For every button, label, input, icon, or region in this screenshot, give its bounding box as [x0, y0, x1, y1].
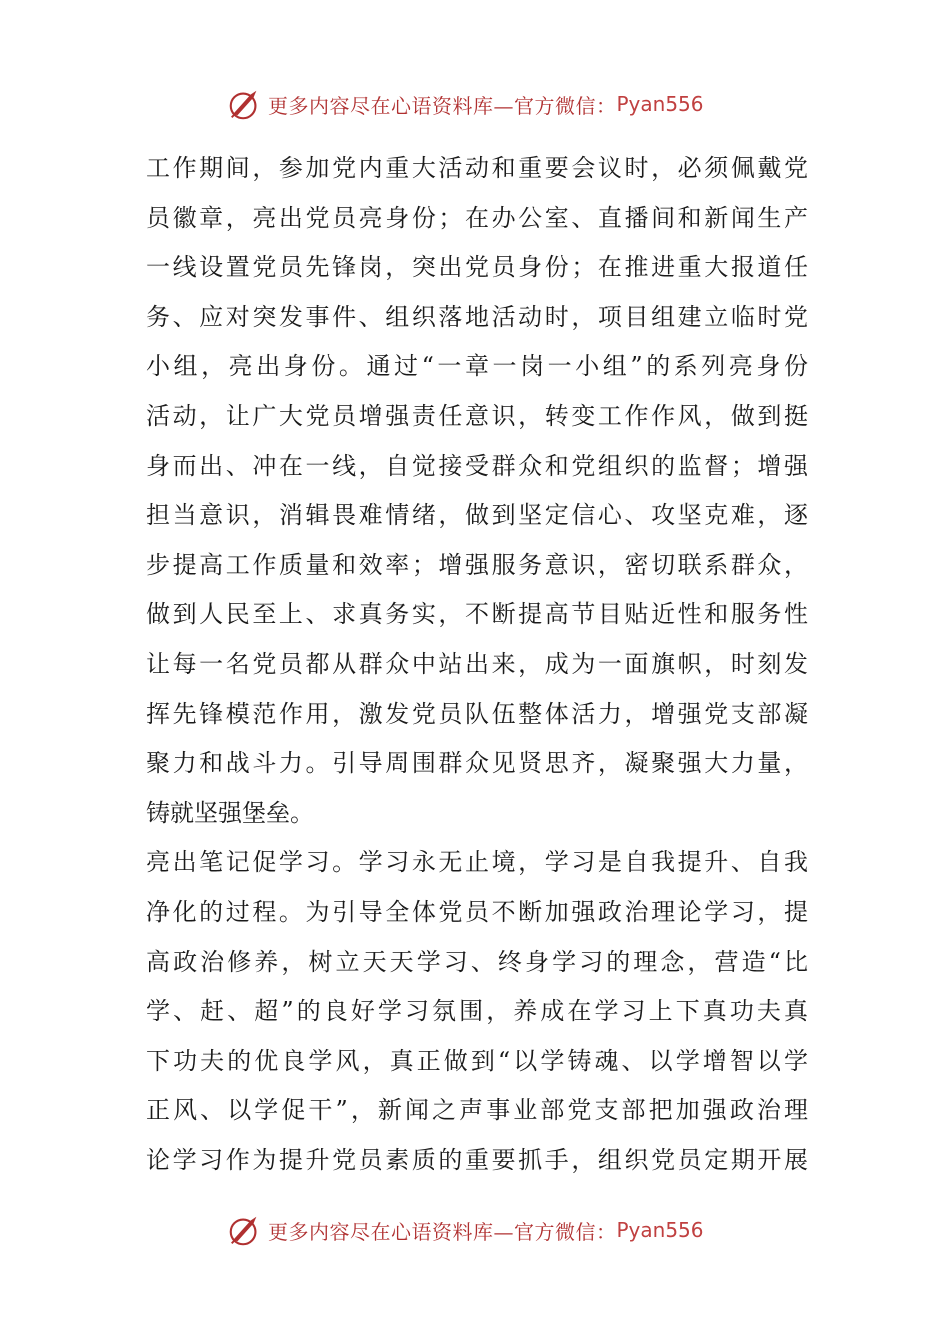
text-line: 聚力和战斗力。引导周围群众见贤思齐，凝聚强大力量， — [146, 749, 808, 778]
text-line: 步提高工作质量和效率；增强服务意识，密切联系群众， — [146, 550, 808, 579]
pen-nib-logo-icon — [226, 1211, 264, 1249]
text-line: 正风、以学促干”，新闻之声事业部党支部把加强政治理 — [146, 1096, 808, 1125]
text-line: 净化的过程。为引导全体党员不断加强政治理论学习，提 — [146, 897, 808, 926]
watermark-text: 更多内容尽在心语资料库—官方微信： — [268, 1219, 617, 1244]
text-line: 小组，亮出身份。通过“一章一岗一小组”的系列亮身份 — [146, 352, 808, 381]
header-watermark — [226, 84, 704, 124]
text-line: 让每一名党员都从群众中站出来，成为一面旗帜，时刻发 — [146, 649, 808, 678]
text-line: 员徽章，亮出党员亮身份；在办公室、直播间和新闻生产 — [146, 203, 808, 232]
text-line: 身而出、冲在一线，自觉接受群众和党组织的监督；增强 — [146, 451, 808, 480]
text-line: 学、赶、超”的良好学习氛围，养成在学习上下真功夫真 — [146, 997, 808, 1026]
watermark-handle: Pyan556 — [616, 92, 704, 116]
text-line: 活动，让广大党员增强责任意识，转变工作作风，做到挺 — [146, 401, 808, 430]
document-body — [146, 144, 808, 1185]
text-line: 一线设置党员先锋岗，突出党员身份；在推进重大报道任 — [146, 253, 808, 282]
watermark-handle: Pyan556 — [616, 1218, 704, 1242]
text-line: 务、应对突发事件、组织落地活动时，项目组建立临时党 — [146, 302, 808, 331]
text-line: 论学习作为提升党员素质的重要抓手，组织党员定期开展 — [146, 1145, 808, 1174]
text-line: 下功夫的优良学风，真正做到“以学铸魂、以学增智以学 — [146, 1046, 808, 1075]
watermark-text: 更多内容尽在心语资料库—官方微信： — [268, 93, 617, 118]
text-line: 高政治修养，树立天天学习、终身学习的理念，营造“比 — [146, 947, 808, 976]
text-line: 挥先锋模范作用，激发党员队伍整体活力，增强党支部凝 — [146, 699, 808, 728]
text-line: 亮出笔记促学习。学习永无止境，学习是自我提升、自我 — [146, 848, 808, 877]
footer-watermark — [226, 1210, 704, 1250]
text-line: 担当意识，消辑畏难情绪，做到坚定信心、攻坚克难，逐 — [146, 501, 808, 530]
text-line: 工作期间，参加党内重大活动和重要会议时，必须佩戴党 — [146, 154, 808, 182]
text-line: 铸就坚强堡垒。 — [146, 798, 314, 827]
text-line: 做到人民至上、求真务实，不断提高节目贴近性和服务性 — [146, 600, 808, 629]
pen-nib-logo-icon — [226, 85, 264, 123]
